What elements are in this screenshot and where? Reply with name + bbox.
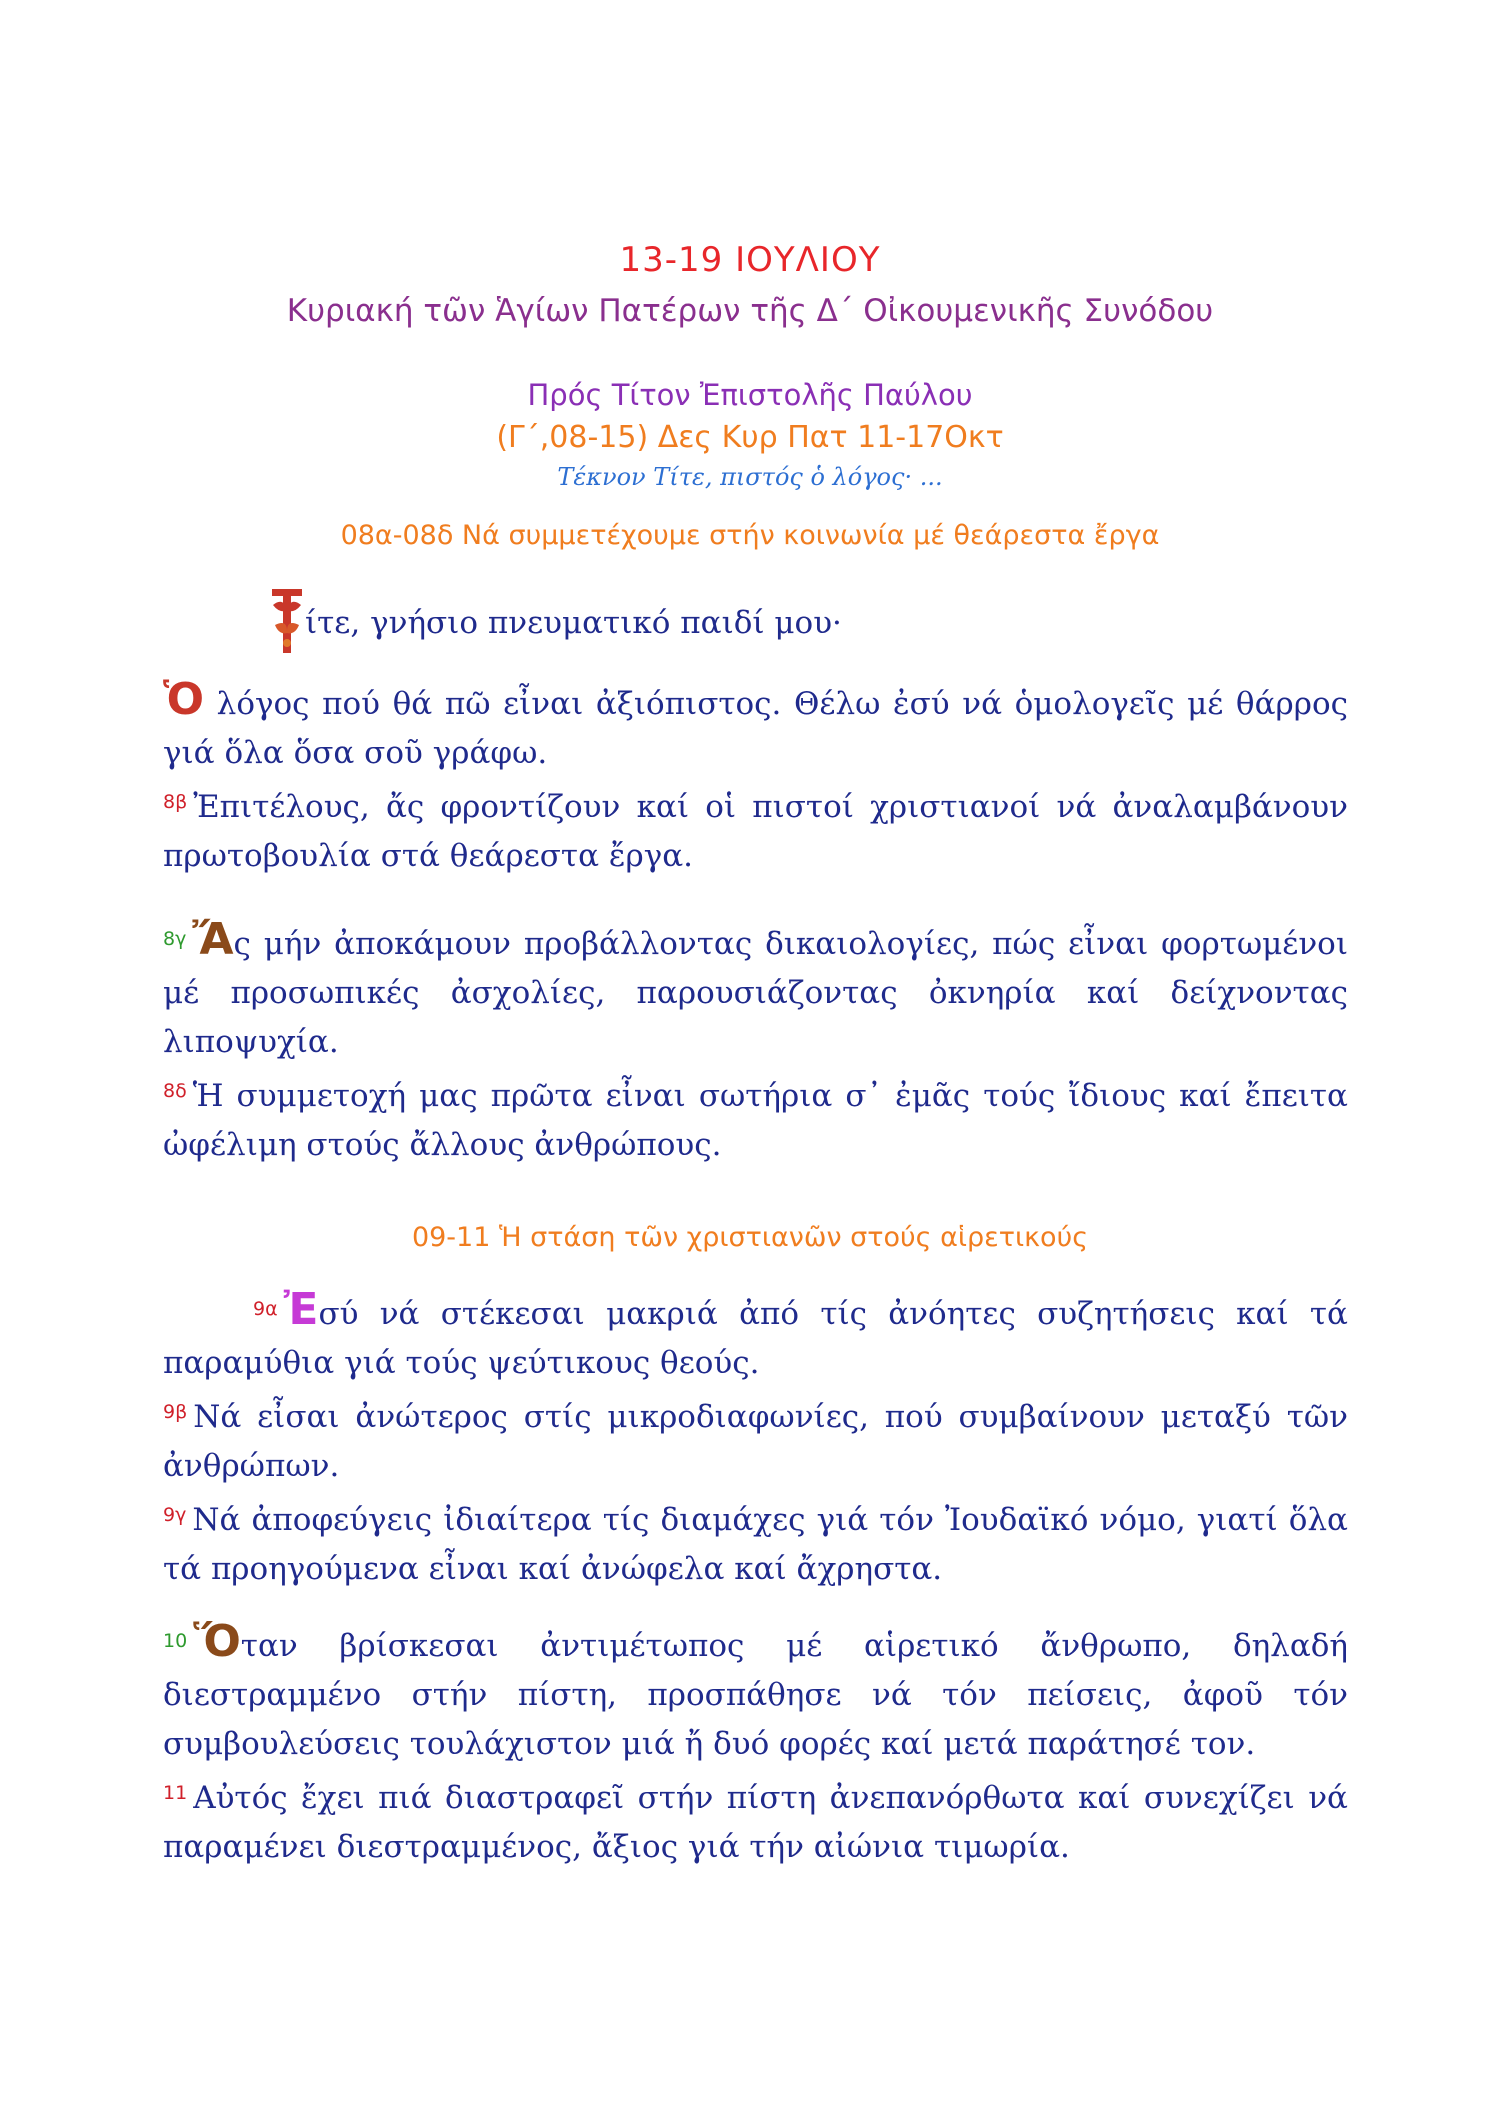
svg-text:Τ: Τ [270, 585, 271, 586]
incipit: Τέκνον Τίτε, πιστός ὁ λόγος· ... [557, 463, 943, 491]
verse-text: λόγος πού θά πῶ εἶναι ἀξιόπιστος. Θέλω ἐσύ νά ὁμολογεῖς μέ θάρρος γιά ὅλα ὅσα σοῦ γράφω. [163, 686, 1348, 771]
drop-cap: Ὁ [163, 674, 205, 725]
verse-text: σύ νά στέκεσαι μακριά ἀπό τίς ἀνόητες συζητήσεις καί τά παραμύθια γιά τούς ψεύτικους θεούς. [163, 1296, 1348, 1381]
ornate-initial-icon [270, 585, 304, 657]
scripture-reference: (Γ΄,08-15) Δες Κυρ Πατ 11-17Οκτ [496, 420, 1004, 455]
verse-text: Αὐτός ἔχει πιά διαστραφεῖ στήν πίστη ἀνεπανόρθωτα καί συνεχίζει νά παραμένει διεστραμμένος, ἄξιος γιά τήν αἰώνια τιμωρία. [163, 1780, 1348, 1865]
first-line: ίτε, γνήσιο πνευματικό παιδί μου· [305, 605, 842, 641]
section-heading-1: 08α-08δ Νά συμμετέχουμε στήν κοινωνία μέ θεάρεστα ἔργα [340, 520, 1160, 551]
verse-number: 11 [163, 1782, 188, 1804]
paragraph-4 [163, 1617, 1348, 1872]
verse-text: Νά ἀποφεύγεις ἰδιαίτερα τίς διαμάχες γιά τόν Ἰουδαϊκό νόμο, γιατί ὅλα τά προηγούμενα εἶναι καί ἀνώφελα καί ἄχρηστα. [163, 1502, 1348, 1587]
verse-number: 8δ [163, 1080, 187, 1102]
verse-number: 10 [163, 1630, 188, 1652]
drop-cap: Ἐ [283, 1284, 319, 1335]
verse-text: Ἐπιτέλους, ἄς φροντίζουν καί οἱ πιστοί χριστιανοί νά ἀναλαμβάνουν πρωτοβουλία στά θεάρεστα ἔργα. [163, 789, 1348, 874]
page-title: 13-19 ΙΟΥΛΙΟΥ [619, 240, 881, 280]
paragraph-3 [163, 1285, 1348, 1594]
verse-number: 8β [163, 791, 188, 813]
verse-number: 8γ [163, 928, 187, 950]
drop-cap: Ἄ [192, 914, 234, 965]
paragraph-2 [163, 915, 1348, 1170]
verse-number: 9γ [163, 1504, 187, 1526]
feast-subtitle: Κυριακή τῶν Ἁγίων Πατέρων τῆς Δ΄ Οἰκουμενικῆς Συνόδου [286, 293, 1214, 329]
verse-text: ς μήν ἀποκάμουν προβάλλοντας δικαιολογίες, πώς εἶναι φορτωμένοι μέ προσωπικές ἀσχολίες, παρουσιάζοντας ὀκνηρία καί δείχνοντας λιποψυχία. [163, 926, 1348, 1060]
verse-number: 9β [163, 1401, 188, 1423]
drop-cap: Ὅ [193, 1616, 241, 1667]
verse-text: Ἡ συμμετοχή μας πρῶτα εἶναι σωτήρια σ᾽ ἐμᾶς τούς ἴδιους καί ἔπειτα ὠφέλιμη στούς ἄλλους ἀνθρώπους. [163, 1078, 1348, 1163]
verse-number: 9α [253, 1298, 278, 1320]
verse-text: ταν βρίσκεσαι ἀντιμέτωπος μέ αἱρετικό ἄνθρωπο, δηλαδή διεστραμμένο στήν πίστη, προσπάθησε νά τόν πείσεις, ἀφοῦ τόν συμβουλεύσεις τουλάχιστον μιά ἤ δυό φορές καί μετά παράτησέ τον. [163, 1628, 1348, 1762]
section-heading-2: 09-11 Ἡ στάση τῶν χριστιανῶν στούς αἱρετικούς [411, 1222, 1089, 1253]
epistle-title: Πρός Τίτον Ἐπιστολῆς Παύλου [527, 378, 973, 412]
verse-text: Νά εἶσαι ἀνώτερος στίς μικροδιαφωνίες, πού συμβαίνουν μεταξύ τῶν ἀνθρώπων. [163, 1399, 1348, 1484]
paragraph-1 [163, 674, 1348, 881]
